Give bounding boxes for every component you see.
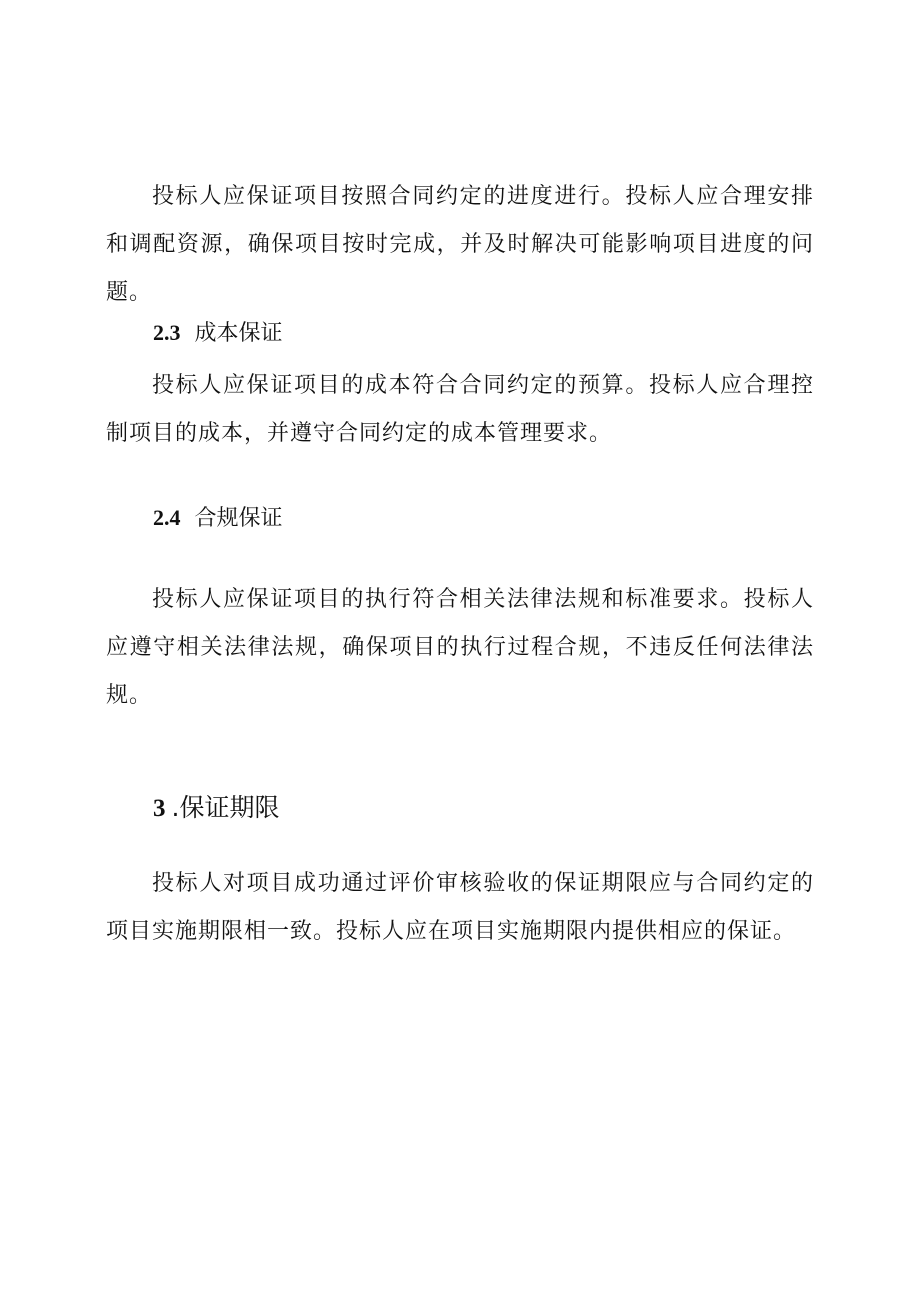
paragraph-cost-guarantee: 投标人应保证项目的成本符合合同约定的预算。投标人应合理控制项目的成本，并遵守合同约定的成本管理要求。 [106,373,814,446]
section-number: 2.3 [153,320,181,345]
paragraph-schedule-guarantee: 投标人应保证项目按照合同约定的进度进行。投标人应合理安排和调配资源，确保项目按时完成，并及时解决可能影响项目进度的问题。 [106,184,814,305]
paragraph-guarantee-period: 投标人对项目成功通过评价审核验收的保证期限应与合同约定的项目实施期限相一致。投标人应在项目实施期限内提供相应的保证。 [106,871,814,944]
section-title: 合规保证 [194,506,283,531]
section-number: 3 [153,795,166,822]
section-heading-3 [153,791,279,826]
paragraph-compliance-guarantee: 投标人应保证项目的执行符合相关法律法规和标准要求。投标人应遵守相关法律法规，确保项目的执行过程合规，不违反任何法律法规。 [106,587,814,708]
section-heading-2-4 [153,503,283,534]
section-number: 2.4 [153,505,181,530]
section-title: 成本保证 [194,321,283,346]
section-title: .保证期限 [171,793,280,822]
section-heading-2-3 [153,318,283,349]
